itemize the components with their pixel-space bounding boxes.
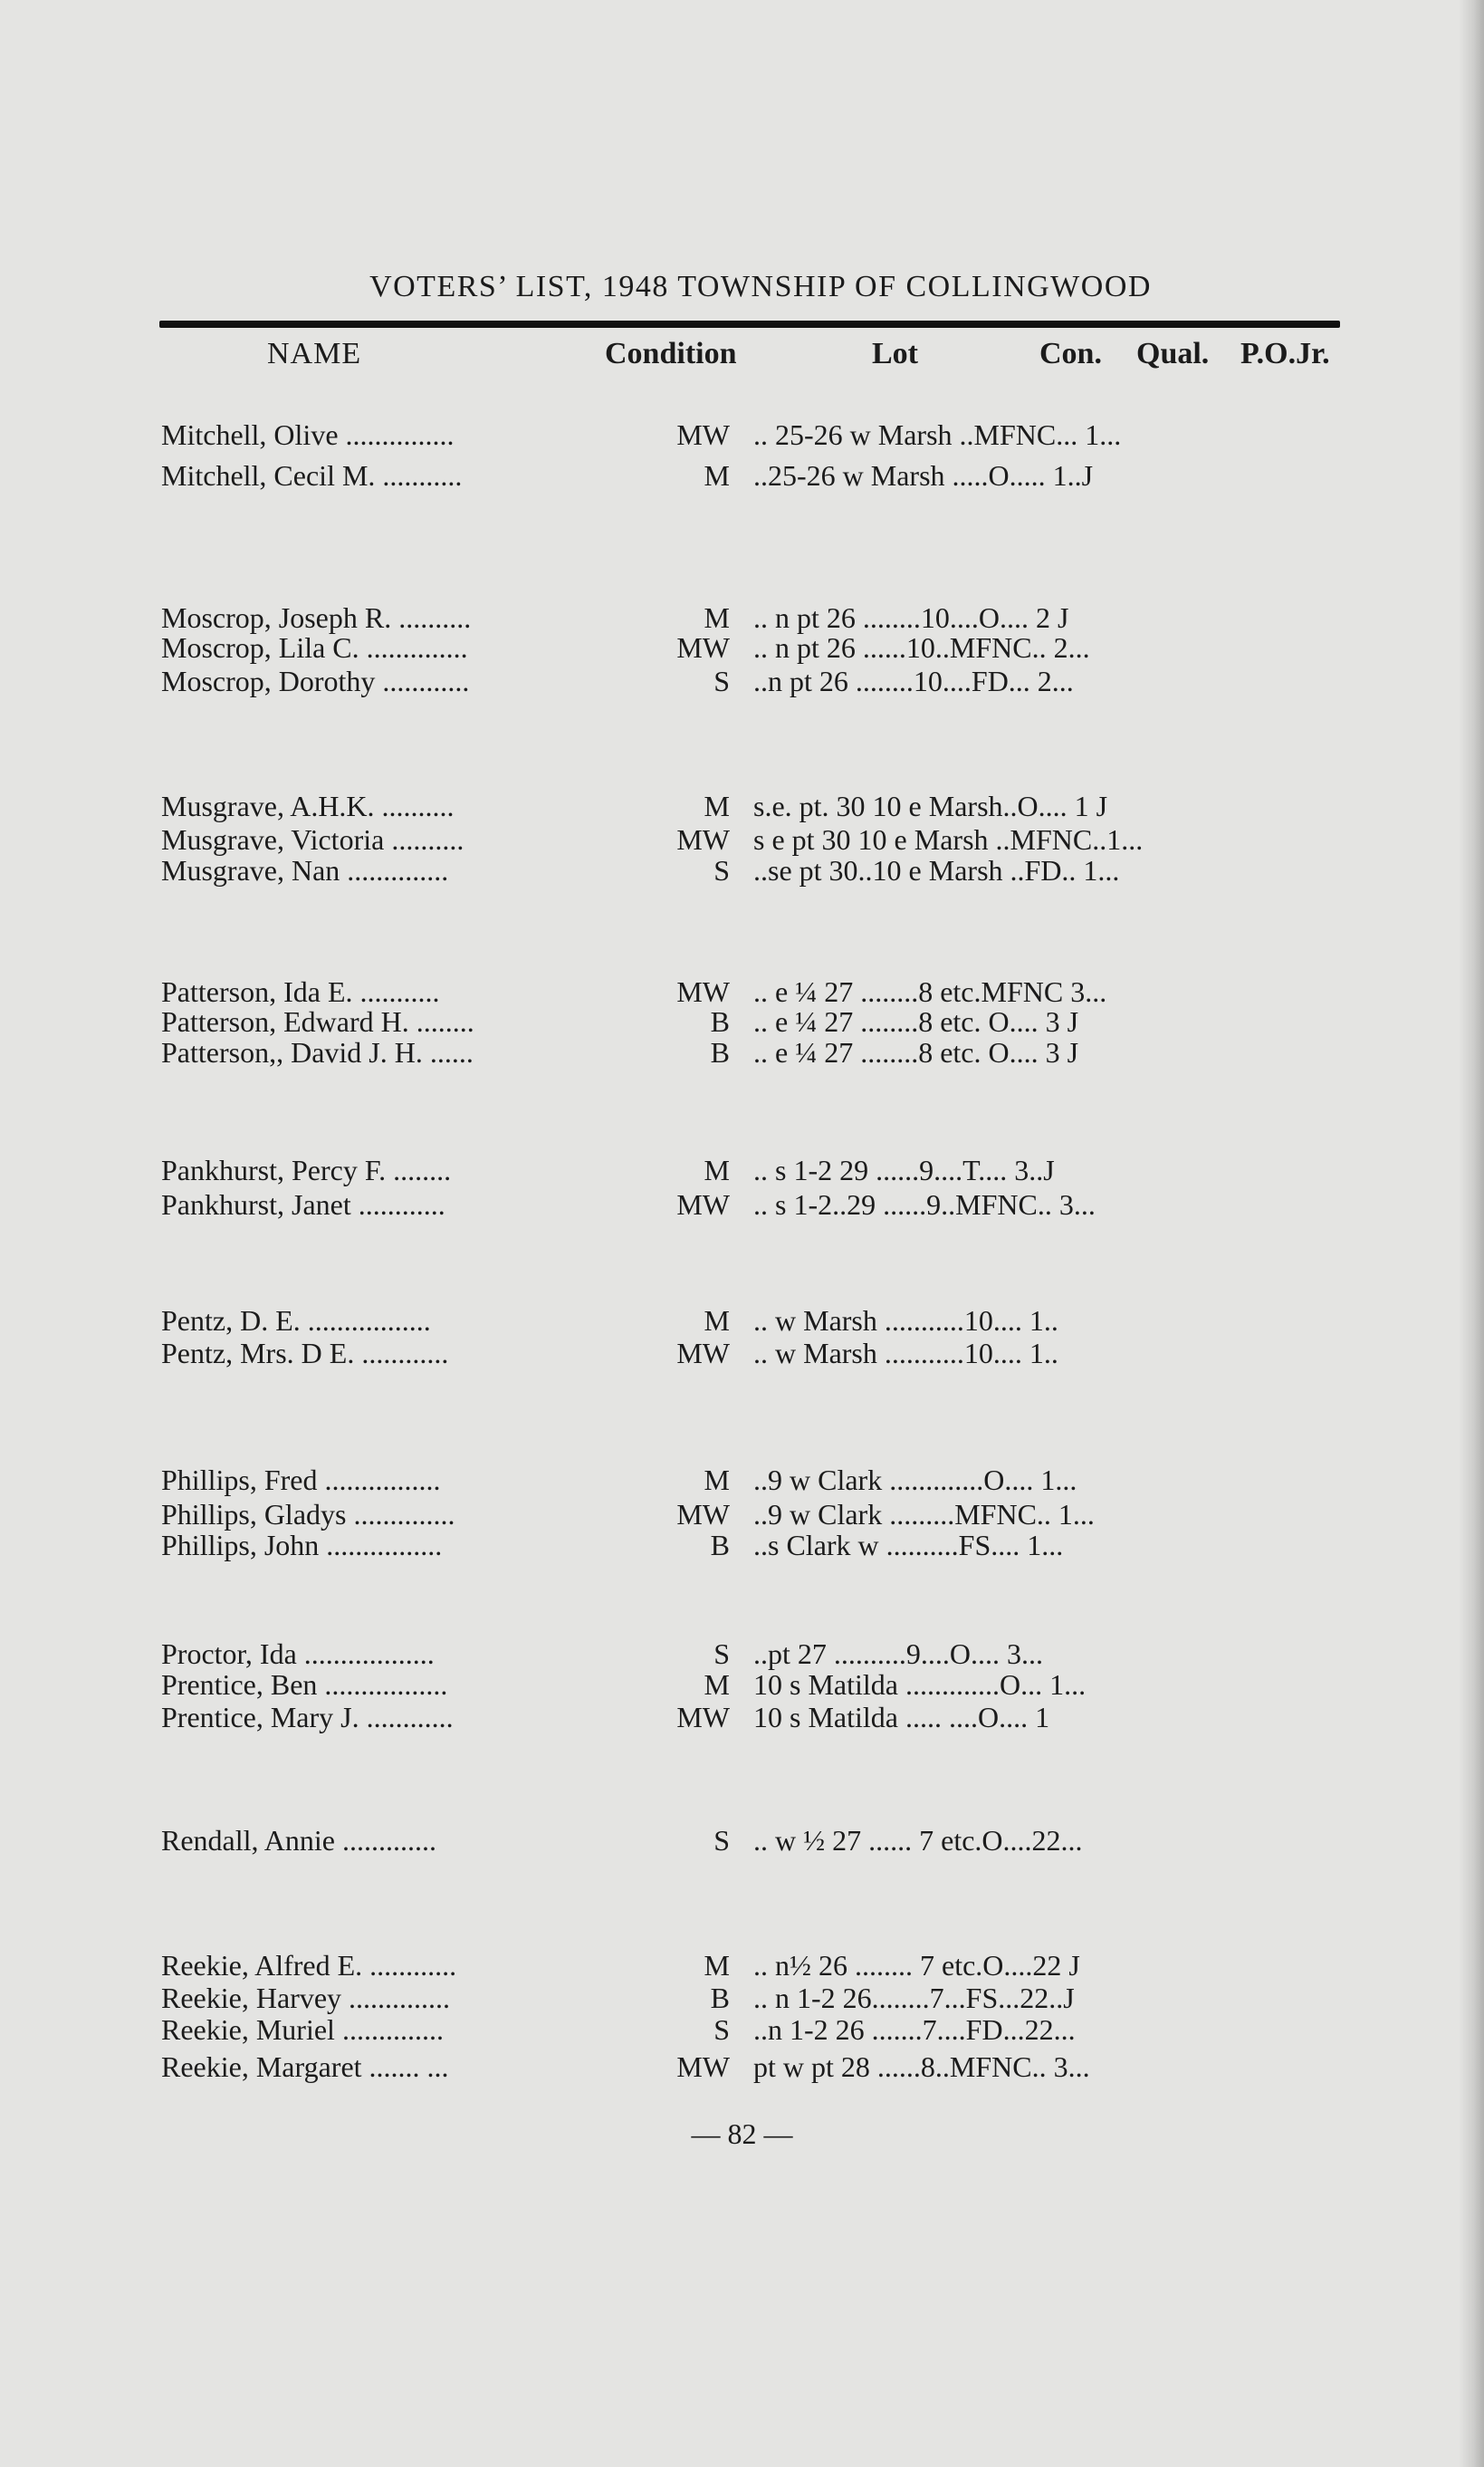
page-title: VOTERS’ LIST, 1948 TOWNSHIP OF COLLINGWOOD	[369, 270, 1152, 303]
voter-row	[0, 1335, 1484, 1371]
header-po: P.O.Jr.	[1240, 337, 1330, 370]
voter-condition: B	[710, 1036, 730, 1069]
voter-lot-details: ..pt 27 ..........9....O.... 3...	[753, 1637, 1043, 1670]
voter-row	[0, 629, 1484, 666]
voter-row	[0, 852, 1484, 888]
voter-lot-details: .. w ½ 27 ...... 7 etc.O....22...	[753, 1824, 1083, 1857]
voter-name: Pankhurst, Janet ............	[161, 1188, 445, 1221]
voter-lot-details: .. n 1-2 26........7...FS...22..J	[753, 1982, 1075, 2014]
voter-lot-details: .. s 1-2 29 ......9....T.... 3..J	[753, 1154, 1055, 1186]
voter-condition: M	[704, 1304, 730, 1337]
voter-condition: MW	[676, 1498, 730, 1531]
voter-name: Musgrave, Nan ..............	[161, 854, 449, 887]
header-con: Con.	[1039, 337, 1102, 370]
voter-lot-details: ..s Clark w ..........FS.... 1...	[753, 1529, 1064, 1561]
voter-lot-details: pt w pt 28 ......8..MFNC.. 3...	[753, 2050, 1090, 2083]
voter-row	[0, 1822, 1484, 1858]
voter-row	[0, 1947, 1484, 1983]
page-number: — 82 —	[691, 2117, 793, 2150]
voter-name: Reekie, Harvey ..............	[161, 1982, 451, 2014]
voter-condition: B	[710, 1005, 730, 1038]
header-condition: Condition	[605, 337, 737, 370]
voter-condition: MW	[676, 631, 730, 664]
voter-name: Patterson, Ida E. ...........	[161, 975, 440, 1008]
voter-row	[0, 2049, 1484, 2085]
voter-lot-details: .. w Marsh ...........10.... 1..	[753, 1337, 1058, 1369]
voter-condition: B	[710, 1529, 730, 1561]
voter-name: Moscrop, Dorothy ............	[161, 665, 470, 697]
voter-lot-details: 10 s Matilda .............O... 1...	[753, 1668, 1087, 1701]
voter-condition: B	[710, 1982, 730, 2014]
voter-name: Reekie, Muriel ..............	[161, 2013, 444, 2046]
voter-lot-details: ..se pt 30..10 e Marsh ..FD.. 1...	[753, 854, 1120, 887]
voter-condition: M	[704, 1668, 730, 1701]
voter-name: Musgrave, Victoria ..........	[161, 823, 464, 856]
voter-lot-details: .. 25-26 w Marsh ..MFNC... 1...	[753, 418, 1122, 451]
voter-lot-details: 10 s Matilda ..... ....O.... 1	[753, 1701, 1050, 1733]
header-lot: Lot	[872, 337, 918, 370]
voter-lot-details: ..9 w Clark .........MFNC.. 1...	[753, 1498, 1095, 1531]
voter-lot-details: s e pt 30 10 e Marsh ..MFNC..1...	[753, 823, 1144, 856]
voter-name: Mitchell, Cecil M. ...........	[161, 459, 463, 492]
voter-row	[0, 788, 1484, 824]
voter-row	[0, 1462, 1484, 1498]
voter-row	[0, 1302, 1484, 1339]
voter-condition: MW	[676, 418, 730, 451]
voter-lot-details: .. e ¼ 27 ........8 etc. O.... 3 J	[753, 1036, 1079, 1069]
voter-lot-details: ..25-26 w Marsh .....O..... 1..J	[753, 459, 1094, 492]
voter-name: Pentz, Mrs. D E. ............	[161, 1337, 449, 1369]
voter-name: Rendall, Annie .............	[161, 1824, 436, 1857]
voter-condition: S	[713, 665, 730, 697]
voter-lot-details: .. n½ 26 ........ 7 etc.O....22 J	[753, 1949, 1080, 1982]
voter-condition: S	[713, 1637, 730, 1670]
voter-condition: MW	[676, 1188, 730, 1221]
voter-lot-details: .. w Marsh ...........10.... 1..	[753, 1304, 1058, 1337]
voter-condition: MW	[676, 1337, 730, 1369]
voter-condition: MW	[676, 2050, 730, 2083]
voter-row	[0, 1666, 1484, 1703]
voter-condition: S	[713, 854, 730, 887]
voter-row	[0, 457, 1484, 494]
voter-condition: M	[704, 459, 730, 492]
voter-name: Mitchell, Olive ...............	[161, 418, 455, 451]
header-qual: Qual.	[1136, 337, 1210, 370]
voter-condition: M	[704, 601, 730, 634]
voter-name: Musgrave, A.H.K. ..........	[161, 790, 455, 822]
voter-condition: M	[704, 1949, 730, 1982]
voter-name: Phillips, John ................	[161, 1529, 443, 1561]
voter-name: Prentice, Ben .................	[161, 1668, 448, 1701]
voter-condition: S	[713, 2013, 730, 2046]
voter-name: Phillips, Fred ................	[161, 1464, 441, 1496]
voter-name: Prentice, Mary J. ............	[161, 1701, 454, 1733]
voter-name: Patterson, Edward H. ........	[161, 1005, 474, 1038]
voter-name: Phillips, Gladys ..............	[161, 1498, 455, 1531]
voter-condition: M	[704, 790, 730, 822]
voter-lot-details: ..n 1-2 26 .......7....FD...22...	[753, 2013, 1076, 2046]
voter-lot-details: s.e. pt. 30 10 e Marsh..O.... 1 J	[753, 790, 1108, 822]
voter-lot-details: .. e ¼ 27 ........8 etc.MFNC 3...	[753, 975, 1107, 1008]
voter-row	[0, 2011, 1484, 2048]
voter-condition: MW	[676, 975, 730, 1008]
voter-name: Patterson,, David J. H. ......	[161, 1036, 474, 1069]
header-name: NAME	[267, 337, 362, 370]
voter-row	[0, 663, 1484, 699]
voter-condition: MW	[676, 823, 730, 856]
voter-lot-details: .. n pt 26 ........10....O.... 2 J	[753, 601, 1069, 634]
voter-condition: M	[704, 1464, 730, 1496]
voter-condition: M	[704, 1154, 730, 1186]
voter-row	[0, 1980, 1484, 2016]
voter-name: Reekie, Margaret ....... ...	[161, 2050, 449, 2083]
voter-name: Pentz, D. E. .................	[161, 1304, 431, 1337]
voter-name: Moscrop, Joseph R. ..........	[161, 601, 472, 634]
voter-row	[0, 1699, 1484, 1735]
voter-name: Reekie, Alfred E. ............	[161, 1949, 457, 1982]
voter-lot-details: .. n pt 26 ......10..MFNC.. 2...	[753, 631, 1090, 664]
voter-name: Pankhurst, Percy F. ........	[161, 1154, 452, 1186]
voter-row	[0, 1034, 1484, 1070]
voter-row	[0, 1152, 1484, 1188]
voter-lot-details: .. e ¼ 27 ........8 etc. O.... 3 J	[753, 1005, 1079, 1038]
voter-row	[0, 1527, 1484, 1563]
voter-name: Moscrop, Lila C. ..............	[161, 631, 468, 664]
voter-lot-details: ..n pt 26 ........10....FD... 2...	[753, 665, 1074, 697]
voter-condition: MW	[676, 1701, 730, 1733]
voter-row	[0, 1186, 1484, 1223]
voter-lot-details: .. s 1-2..29 ......9..MFNC.. 3...	[753, 1188, 1096, 1221]
voter-row	[0, 417, 1484, 453]
voter-name: Proctor, Ida ..................	[161, 1637, 435, 1670]
voter-condition: S	[713, 1824, 730, 1857]
voter-lot-details: ..9 w Clark .............O.... 1...	[753, 1464, 1077, 1496]
